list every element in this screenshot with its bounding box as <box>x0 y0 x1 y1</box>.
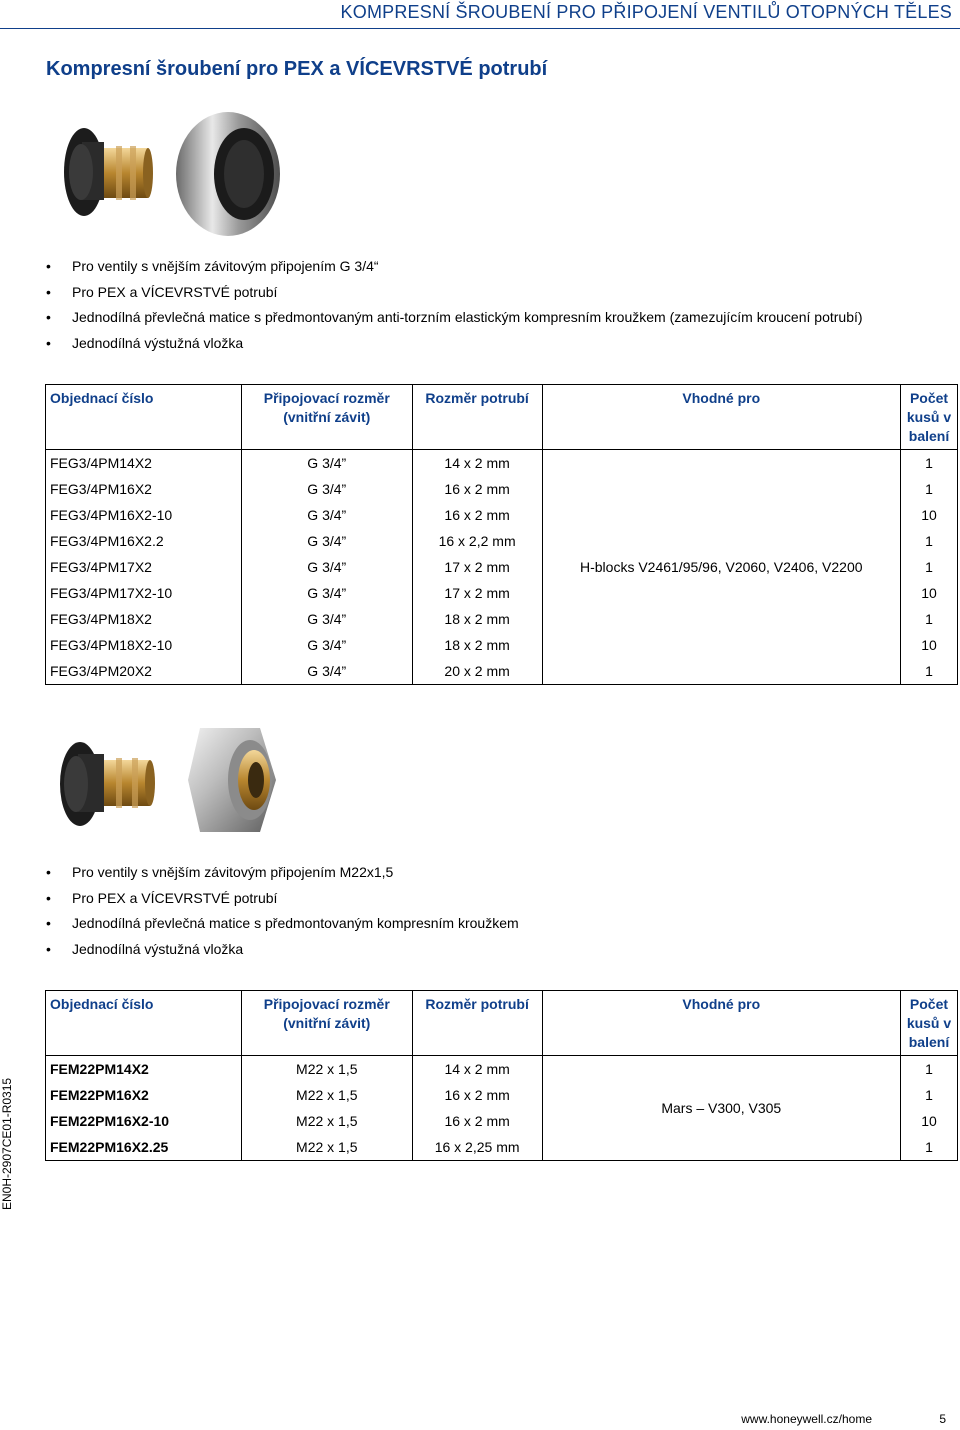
col-order-number: Objednací číslo <box>46 385 242 450</box>
document-code: EN0H-2907CE01-R0315 <box>0 1077 14 1210</box>
cell-qty: 1 <box>900 1134 957 1161</box>
cell-code: FEM22PM16X2 <box>46 1082 242 1108</box>
feature-item: • Jednodílná výstužná vložka <box>46 937 519 963</box>
cell-pipe: 16 x 2 mm <box>412 502 542 528</box>
col-order-number: Objednací číslo <box>46 991 242 1056</box>
cell-pipe: 16 x 2 mm <box>412 1108 542 1134</box>
cell-connection: G 3/4” <box>241 658 412 685</box>
header-rule <box>0 28 960 29</box>
cell-pipe: 14 x 2 mm <box>412 450 542 477</box>
feature-item: • Pro PEX a VÍCEVRSTVÉ potrubí <box>46 280 863 306</box>
cell-code: FEG3/4PM18X2 <box>46 606 242 632</box>
cell-qty: 1 <box>900 1082 957 1108</box>
col-connection: Připojovací rozměr (vnitřní závit) <box>241 991 412 1056</box>
cell-qty: 10 <box>900 1108 957 1134</box>
header-title: KOMPRESNÍ ŠROUBENÍ PRO PŘIPOJENÍ VENTILŮ OTOPNÝCH TĚLES <box>340 2 952 22</box>
footer-url[interactable]: www.honeywell.cz/home <box>741 1412 872 1426</box>
cell-code: FEM22PM16X2.25 <box>46 1134 242 1161</box>
product-photo-2 <box>50 720 280 840</box>
cell-pipe: 18 x 2 mm <box>412 606 542 632</box>
table-row <box>46 1056 958 1083</box>
product-photo-1 <box>56 108 296 238</box>
col-suitable-for: Vhodné pro <box>542 991 900 1056</box>
feature-item: • Jednodílná výstužná vložka <box>46 331 863 357</box>
cell-code: FEM22PM16X2-10 <box>46 1108 242 1134</box>
feature-item: • Pro PEX a VÍCEVRSTVÉ potrubí <box>46 886 519 912</box>
cell-pipe: 17 x 2 mm <box>412 580 542 606</box>
feature-item: • Pro ventily s vnějším závitovým připojením M22x1,5 <box>46 860 519 886</box>
feature-item: • Pro ventily s vnějším závitovým připojením G 3/4“ <box>46 254 863 280</box>
cell-code: FEG3/4PM17X2-10 <box>46 580 242 606</box>
cell-code: FEM22PM14X2 <box>46 1056 242 1083</box>
col-pack-qty: Počet kusů v balení <box>900 991 957 1056</box>
col-suitable-for: Vhodné pro <box>542 385 900 450</box>
bullet-icon: • <box>46 258 51 274</box>
cell-suitable-for: Mars – V300, V305 <box>542 1056 900 1161</box>
cell-connection: G 3/4” <box>241 450 412 477</box>
cell-qty: 1 <box>901 554 958 580</box>
cell-qty: 1 <box>900 1056 957 1083</box>
cell-qty: 10 <box>901 632 958 658</box>
cell-pipe: 16 x 2,25 mm <box>412 1134 542 1161</box>
section-title: Kompresní šroubení pro PEX a VÍCEVRSTVÉ potrubí <box>46 58 548 80</box>
col-connection: Připojovací rozměr (vnitřní závit) <box>241 385 412 450</box>
bullet-icon: • <box>46 889 51 906</box>
cell-code: FEG3/4PM17X2 <box>46 554 242 580</box>
features-list-2 <box>46 860 519 962</box>
cell-qty: 1 <box>901 528 958 554</box>
cell-code: FEG3/4PM16X2-10 <box>46 502 242 528</box>
features-list-1 <box>46 254 863 356</box>
feature-item: • Jednodílná převlečná matice s předmontovaným kompresním kroužkem <box>46 911 519 937</box>
cell-suitable-for: H-blocks V2461/95/96, V2060, V2406, V2200 <box>542 450 900 685</box>
cell-connection: G 3/4” <box>241 476 412 502</box>
product-table-2 <box>45 990 958 1161</box>
cell-pipe: 16 x 2 mm <box>412 1082 542 1108</box>
bullet-icon: • <box>46 334 51 351</box>
cell-connection: M22 x 1,5 <box>241 1082 412 1108</box>
cell-qty: 10 <box>901 502 958 528</box>
page-number: 5 <box>939 1412 946 1426</box>
cell-connection: G 3/4” <box>241 606 412 632</box>
cell-pipe: 16 x 2,2 mm <box>412 528 542 554</box>
bullet-icon: • <box>46 940 51 957</box>
cell-pipe: 17 x 2 mm <box>412 554 542 580</box>
cell-code: FEG3/4PM18X2-10 <box>46 632 242 658</box>
cell-pipe: 20 x 2 mm <box>412 658 542 685</box>
table-row <box>46 450 958 477</box>
cell-connection: G 3/4” <box>241 502 412 528</box>
bullet-icon: • <box>46 283 51 300</box>
cell-connection: G 3/4” <box>241 554 412 580</box>
cell-connection: M22 x 1,5 <box>241 1056 412 1083</box>
cell-qty: 1 <box>901 476 958 502</box>
cell-connection: M22 x 1,5 <box>241 1108 412 1134</box>
cell-pipe: 16 x 2 mm <box>412 476 542 502</box>
col-pipe-size: Rozměr potrubí <box>412 385 542 450</box>
cell-qty: 1 <box>901 450 958 477</box>
col-pack-qty: Počet kusů v balení <box>901 385 958 450</box>
cell-qty: 10 <box>901 580 958 606</box>
cell-connection: G 3/4” <box>241 580 412 606</box>
cell-pipe: 18 x 2 mm <box>412 632 542 658</box>
cell-code: FEG3/4PM16X2.2 <box>46 528 242 554</box>
feature-item: • Jednodílná převlečná matice s předmontovaným anti-torzním elastickým kompresním kroužkem (zamezujícím kroucení potrubí) <box>46 305 863 331</box>
cell-code: FEG3/4PM14X2 <box>46 450 242 477</box>
bullet-icon: • <box>46 915 51 931</box>
cell-pipe: 14 x 2 mm <box>412 1056 542 1083</box>
cell-connection: G 3/4” <box>241 632 412 658</box>
cell-connection: G 3/4” <box>241 528 412 554</box>
cell-qty: 1 <box>901 606 958 632</box>
product-table-1 <box>45 384 958 685</box>
cell-qty: 1 <box>901 658 958 685</box>
cell-code: FEG3/4PM16X2 <box>46 476 242 502</box>
col-pipe-size: Rozměr potrubí <box>412 991 542 1056</box>
bullet-icon: • <box>46 309 51 325</box>
cell-connection: M22 x 1,5 <box>241 1134 412 1161</box>
bullet-icon: • <box>46 864 51 880</box>
cell-code: FEG3/4PM20X2 <box>46 658 242 685</box>
